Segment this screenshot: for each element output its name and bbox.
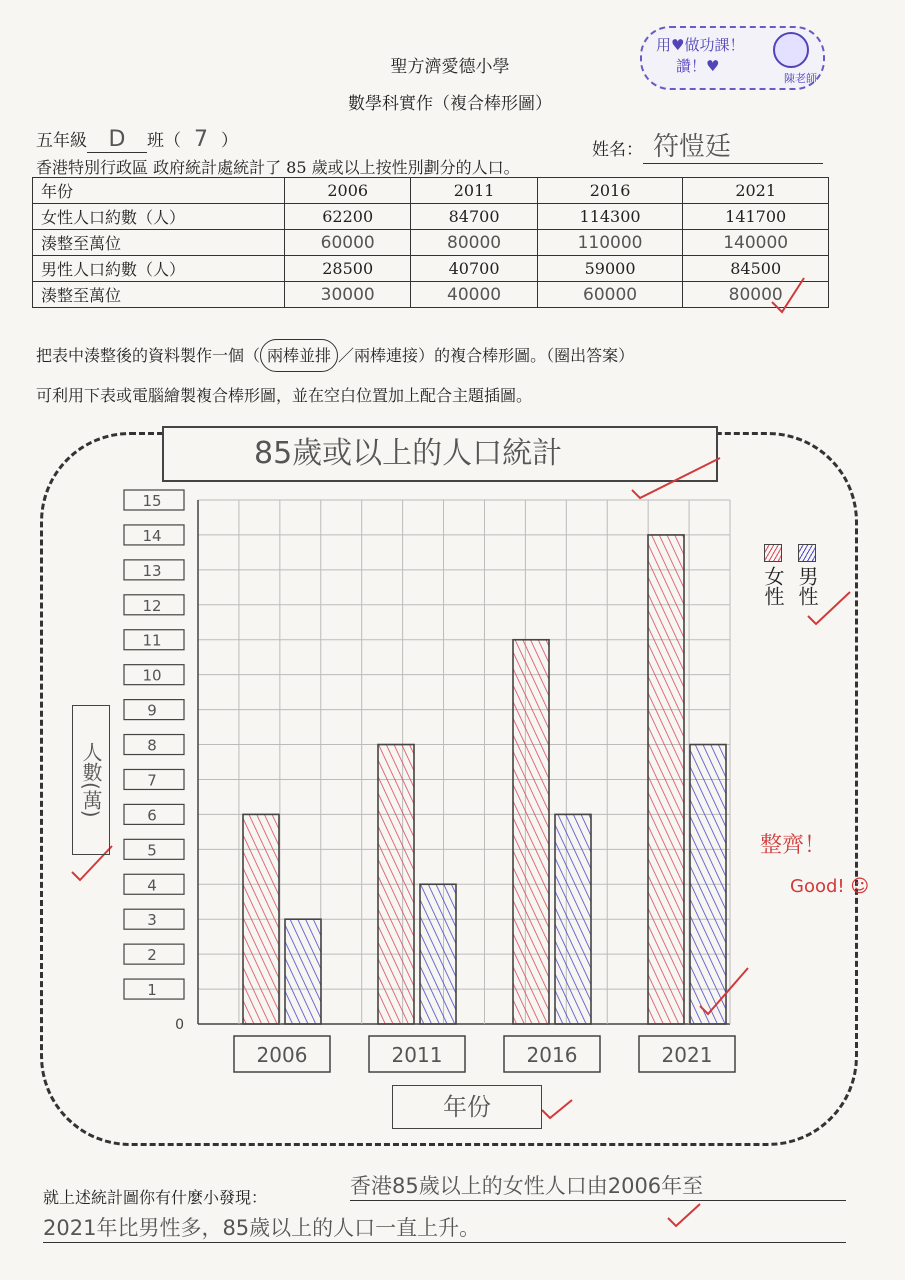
check-mark-icon [632, 458, 720, 498]
finding-answer-1: 香港85歲以上的女性人口由2006年至 [350, 1170, 846, 1201]
teacher-comment-2: Good! ☺ [790, 876, 870, 897]
stamp-line1: 用♥做功課！ [656, 36, 745, 54]
table-cell-handwritten: 80000 [683, 282, 829, 308]
bar-female [648, 535, 684, 1024]
instruction-suffix: ）的複合棒形圖。（圈出答案） [418, 346, 635, 365]
y-tick-label: 4 [147, 876, 157, 895]
worksheet-subtitle: 數學科實作（複合棒形圖） [348, 94, 552, 114]
row-label: 湊整至萬位 [33, 282, 285, 308]
row-label: 湊整至萬位 [33, 230, 285, 256]
legend-swatch-female [764, 544, 782, 562]
y-tick-label: 7 [147, 771, 157, 790]
x-axis-label: 年份 [392, 1085, 542, 1129]
bar-female [243, 814, 279, 1024]
legend-swatch-male [798, 544, 816, 562]
class-label: 班（ [147, 131, 181, 151]
row-label: 女性人口約數（人） [33, 204, 285, 230]
table-header-cell: 年份 [33, 178, 285, 204]
table-cell: 59000 [537, 256, 683, 282]
option-stacked: 兩棒連接 [354, 346, 419, 365]
legend-label-male: 男性 [795, 566, 819, 606]
y-tick-label: 5 [147, 841, 157, 860]
name-label: 姓名： [592, 140, 643, 160]
bar-male [555, 814, 591, 1024]
y-tick-label: 15 [142, 492, 162, 510]
table-cell: 84500 [683, 256, 829, 282]
table-cell-handwritten: 80000 [411, 230, 537, 256]
table-cell: 141700 [683, 204, 829, 230]
y-tick-label: 14 [142, 526, 162, 545]
school-name: 聖方濟愛德小學 [390, 57, 510, 77]
y-tick-label: 1 [147, 981, 157, 1000]
table-cell-handwritten: 60000 [537, 282, 683, 308]
y-tick-label: 8 [147, 736, 157, 755]
bar-male [285, 919, 321, 1024]
y-tick-label: 3 [147, 911, 157, 930]
y-axis-label: 人數(萬) [72, 705, 110, 855]
check-mark-icon [542, 1100, 572, 1118]
table-cell-handwritten: 30000 [285, 282, 411, 308]
table-cell: 62200 [285, 204, 411, 230]
bar-male [420, 884, 456, 1024]
table-year-cell: 2006 [285, 178, 411, 204]
bar-male [690, 745, 726, 1024]
grade-label: 五年級 [36, 131, 87, 151]
stamp-line2: 讚！♥ [676, 57, 720, 75]
option-separator: ／ [338, 346, 355, 365]
x-tick-label: 2011 [391, 1043, 443, 1067]
finding-answer-2: 2021年比男性多，85歲以上的人口一直上升。 [43, 1212, 846, 1243]
table-cell: 114300 [537, 204, 683, 230]
intro-text: 香港特別行政區 政府統計處統計了 85 歲或以上按性別劃分的人口。 [36, 158, 520, 177]
class-value: D [87, 127, 147, 153]
stamp-teacher: 陳老師 [784, 72, 817, 85]
table-cell: 84700 [411, 204, 537, 230]
legend-label-female: 女性 [761, 566, 785, 606]
table-cell-handwritten: 60000 [285, 230, 411, 256]
chart-title: 85歲或以上的人口統計 [162, 426, 718, 482]
option-side-by-side: 兩棒並排 [260, 339, 338, 372]
table-year-cell: 2016 [537, 178, 683, 204]
y-tick-label: 0 [175, 1017, 184, 1033]
row-label: 男性人口約數（人） [33, 256, 285, 282]
table-year-cell: 2011 [411, 178, 537, 204]
x-tick-label: 2021 [661, 1043, 713, 1067]
table-cell-handwritten: 110000 [537, 230, 683, 256]
x-tick-label: 2006 [256, 1043, 308, 1067]
y-tick-label: 12 [142, 596, 162, 615]
y-tick-label: 13 [142, 561, 162, 580]
instruction-line-2: 可利用下表或電腦繪製複合棒形圖，並在空白位置加上配合主題插圖。 [36, 386, 533, 405]
student-name: 符愷廷 [643, 126, 823, 164]
y-tick-label: 9 [147, 701, 157, 720]
legend-item-male [792, 544, 822, 610]
student-number: 7 [194, 127, 208, 152]
bar-female [513, 640, 549, 1024]
y-tick-label: 6 [147, 806, 157, 825]
teacher-comment-1: 整齊！ [760, 833, 827, 858]
legend-item-female [758, 544, 788, 610]
number-close: ） [221, 131, 238, 151]
table-year-cell: 2021 [683, 178, 829, 204]
table-cell: 40700 [411, 256, 537, 282]
finding-label: 就上述統計圖你有什麼小發現： [43, 1188, 268, 1207]
y-tick-label: 11 [142, 631, 162, 650]
y-tick-label: 10 [142, 666, 162, 685]
y-tick-label: 2 [147, 946, 157, 965]
table-cell-handwritten: 140000 [683, 230, 829, 256]
table-cell-handwritten: 40000 [411, 282, 537, 308]
table-cell: 28500 [285, 256, 411, 282]
chart-legend [758, 544, 828, 624]
bar-female [378, 745, 414, 1024]
instruction-prefix: 把表中湊整後的資料製作一個（ [36, 346, 261, 365]
x-tick-label: 2016 [526, 1043, 578, 1067]
